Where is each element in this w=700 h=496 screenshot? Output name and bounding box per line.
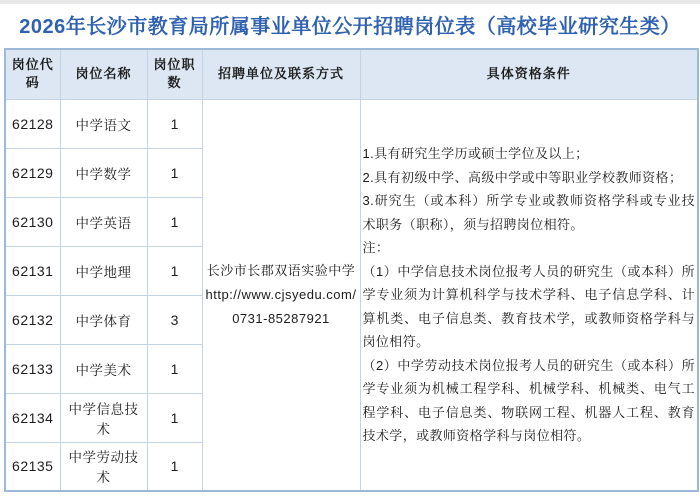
cell-count: 1 [147, 197, 202, 246]
qualification-paragraph: （2）中学劳动技术岗位报考人员的研究生（或本科）所学专业须为机械工程学科、机械学科、机械类、电气工程学科、电子信息类、物联网工程、机器人工程、教育技术学，或教师资格学科与岗位相符。 [362, 357, 695, 443]
cell-count: 3 [147, 295, 202, 344]
cell-code: 62134 [5, 393, 60, 442]
cell-count: 1 [147, 393, 202, 442]
cell-code: 62135 [5, 442, 60, 491]
qualification-paragraph: 3.研究生（或本科）所学专业或教师资格学科或专业技术职务（职称），须与招聘岗位相符。 [362, 193, 695, 232]
page-title: 2026年长沙市教育局所属事业单位公开招聘岗位表（高校毕业研究生类） [19, 16, 681, 38]
cell-count: 1 [147, 442, 202, 491]
recruitment-table [4, 48, 699, 492]
cell-count: 1 [147, 344, 202, 393]
cell-code: 62131 [5, 246, 60, 295]
col-header-unit: 招聘单位及联系方式 [202, 49, 360, 99]
recruiting-unit-cell [202, 99, 360, 491]
col-header-qualification: 具体资格条件 [360, 49, 698, 99]
header-row [5, 49, 698, 99]
cell-count: 1 [147, 246, 202, 295]
cell-name: 中学体育 [60, 295, 147, 344]
cell-name: 中学信息技术 [60, 393, 147, 442]
qualification-paragraph: （1）中学信息技术岗位报考人员的研究生（或本科）所学专业须为计算机科学与技术学科、电子信息学科、计算机类、电子信息类、教育技术学，或教师资格学科与岗位相符。 [362, 263, 695, 349]
col-header-code: 岗位代码 [5, 49, 60, 99]
cell-name: 中学劳动技术 [60, 442, 147, 491]
top-divider [0, 0, 700, 4]
table-row [5, 99, 698, 148]
cell-count: 1 [147, 148, 202, 197]
cell-name: 中学语文 [60, 99, 147, 148]
cell-name: 中学英语 [60, 197, 147, 246]
col-header-count: 岗位职数 [147, 49, 202, 99]
cell-code: 62129 [5, 148, 60, 197]
cell-code: 62128 [5, 99, 60, 148]
cell-code: 62132 [5, 295, 60, 344]
cell-count: 1 [147, 99, 202, 148]
unit-url: http://www.cjsyedu.com/ [205, 286, 357, 302]
cell-name: 中学地理 [60, 246, 147, 295]
cell-code: 62130 [5, 197, 60, 246]
qualification-paragraph: 注： [362, 240, 390, 255]
cell-code: 62133 [5, 344, 60, 393]
cell-name: 中学美术 [60, 344, 147, 393]
unit-name: 长沙市长郡双语实验中学 [206, 262, 356, 278]
col-header-name: 岗位名称 [60, 49, 147, 99]
cell-name: 中学数学 [60, 148, 147, 197]
unit-phone: 0731-85287921 [232, 310, 330, 326]
qualification-paragraph: 1.具有研究生学历或硕士学位及以上； [362, 146, 589, 161]
qualifications-cell [360, 99, 698, 491]
qualification-paragraph: 2.具有初级中学、高级中学或中等职业学校教师资格； [362, 169, 683, 185]
